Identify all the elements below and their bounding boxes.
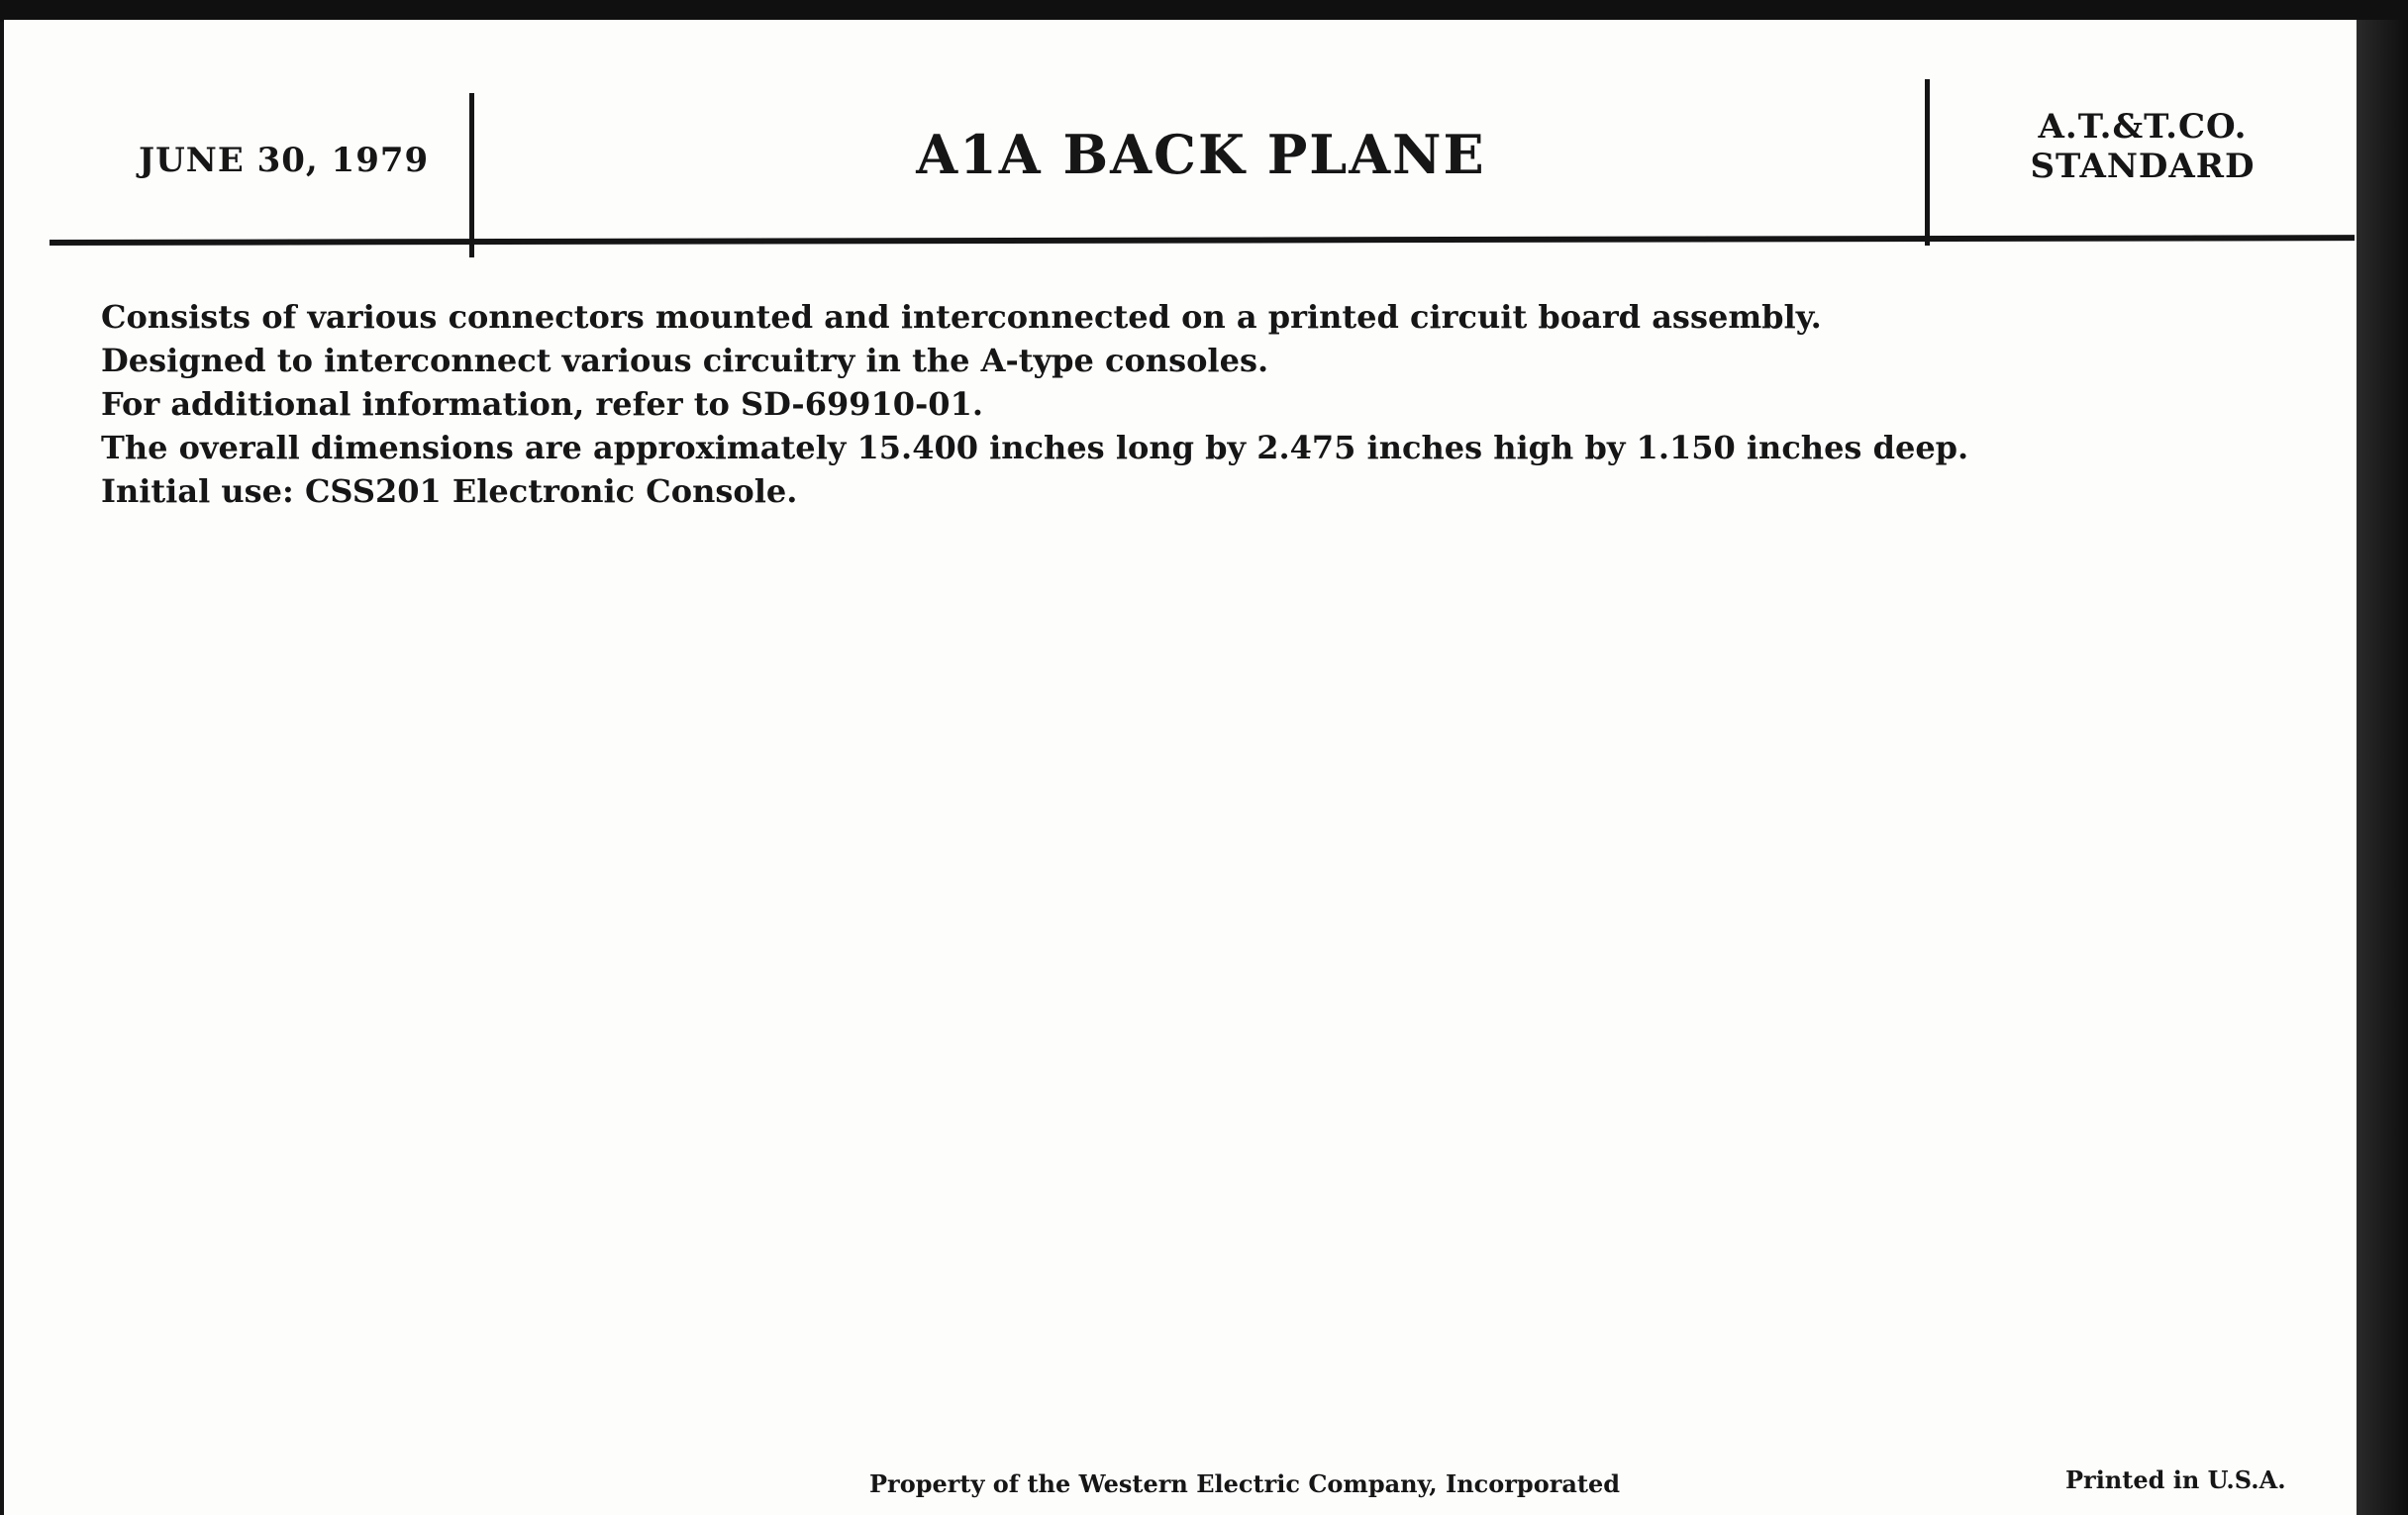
header-date: JUNE 30, 1979 [139, 141, 430, 180]
description-body [101, 295, 2299, 513]
description-line: For additional information, refer to SD-69910-01. [101, 385, 983, 423]
description-line: Consists of various connectors mounted and interconnected on a printed circuit board assembly. [101, 298, 1822, 336]
scan-top-edge [0, 0, 2408, 22]
document-card [4, 20, 2357, 1515]
header-rule [50, 235, 2355, 246]
footer-printed-notice: Printed in U.S.A. [2065, 1465, 2286, 1494]
description-line: Initial use: CSS201 Electronic Console. [101, 472, 798, 510]
document-title: A1A BACK PLANE [916, 123, 1486, 186]
standard-label-line1: A.T.&T.CO. [2038, 107, 2248, 147]
footer-property-notice: Property of the Western Electric Company, Incorporated [869, 1469, 1621, 1498]
scan-right-edge [2357, 20, 2408, 1515]
standard-label-line2: STANDARD [2030, 147, 2256, 186]
description-line: The overall dimensions are approximately 15.400 inches long by 2.475 inches high by 1.150 inches deep. [101, 429, 1969, 466]
standard-label [1929, 107, 2357, 186]
description-line: Designed to interconnect various circuitry in the A-type consoles. [101, 342, 1269, 379]
